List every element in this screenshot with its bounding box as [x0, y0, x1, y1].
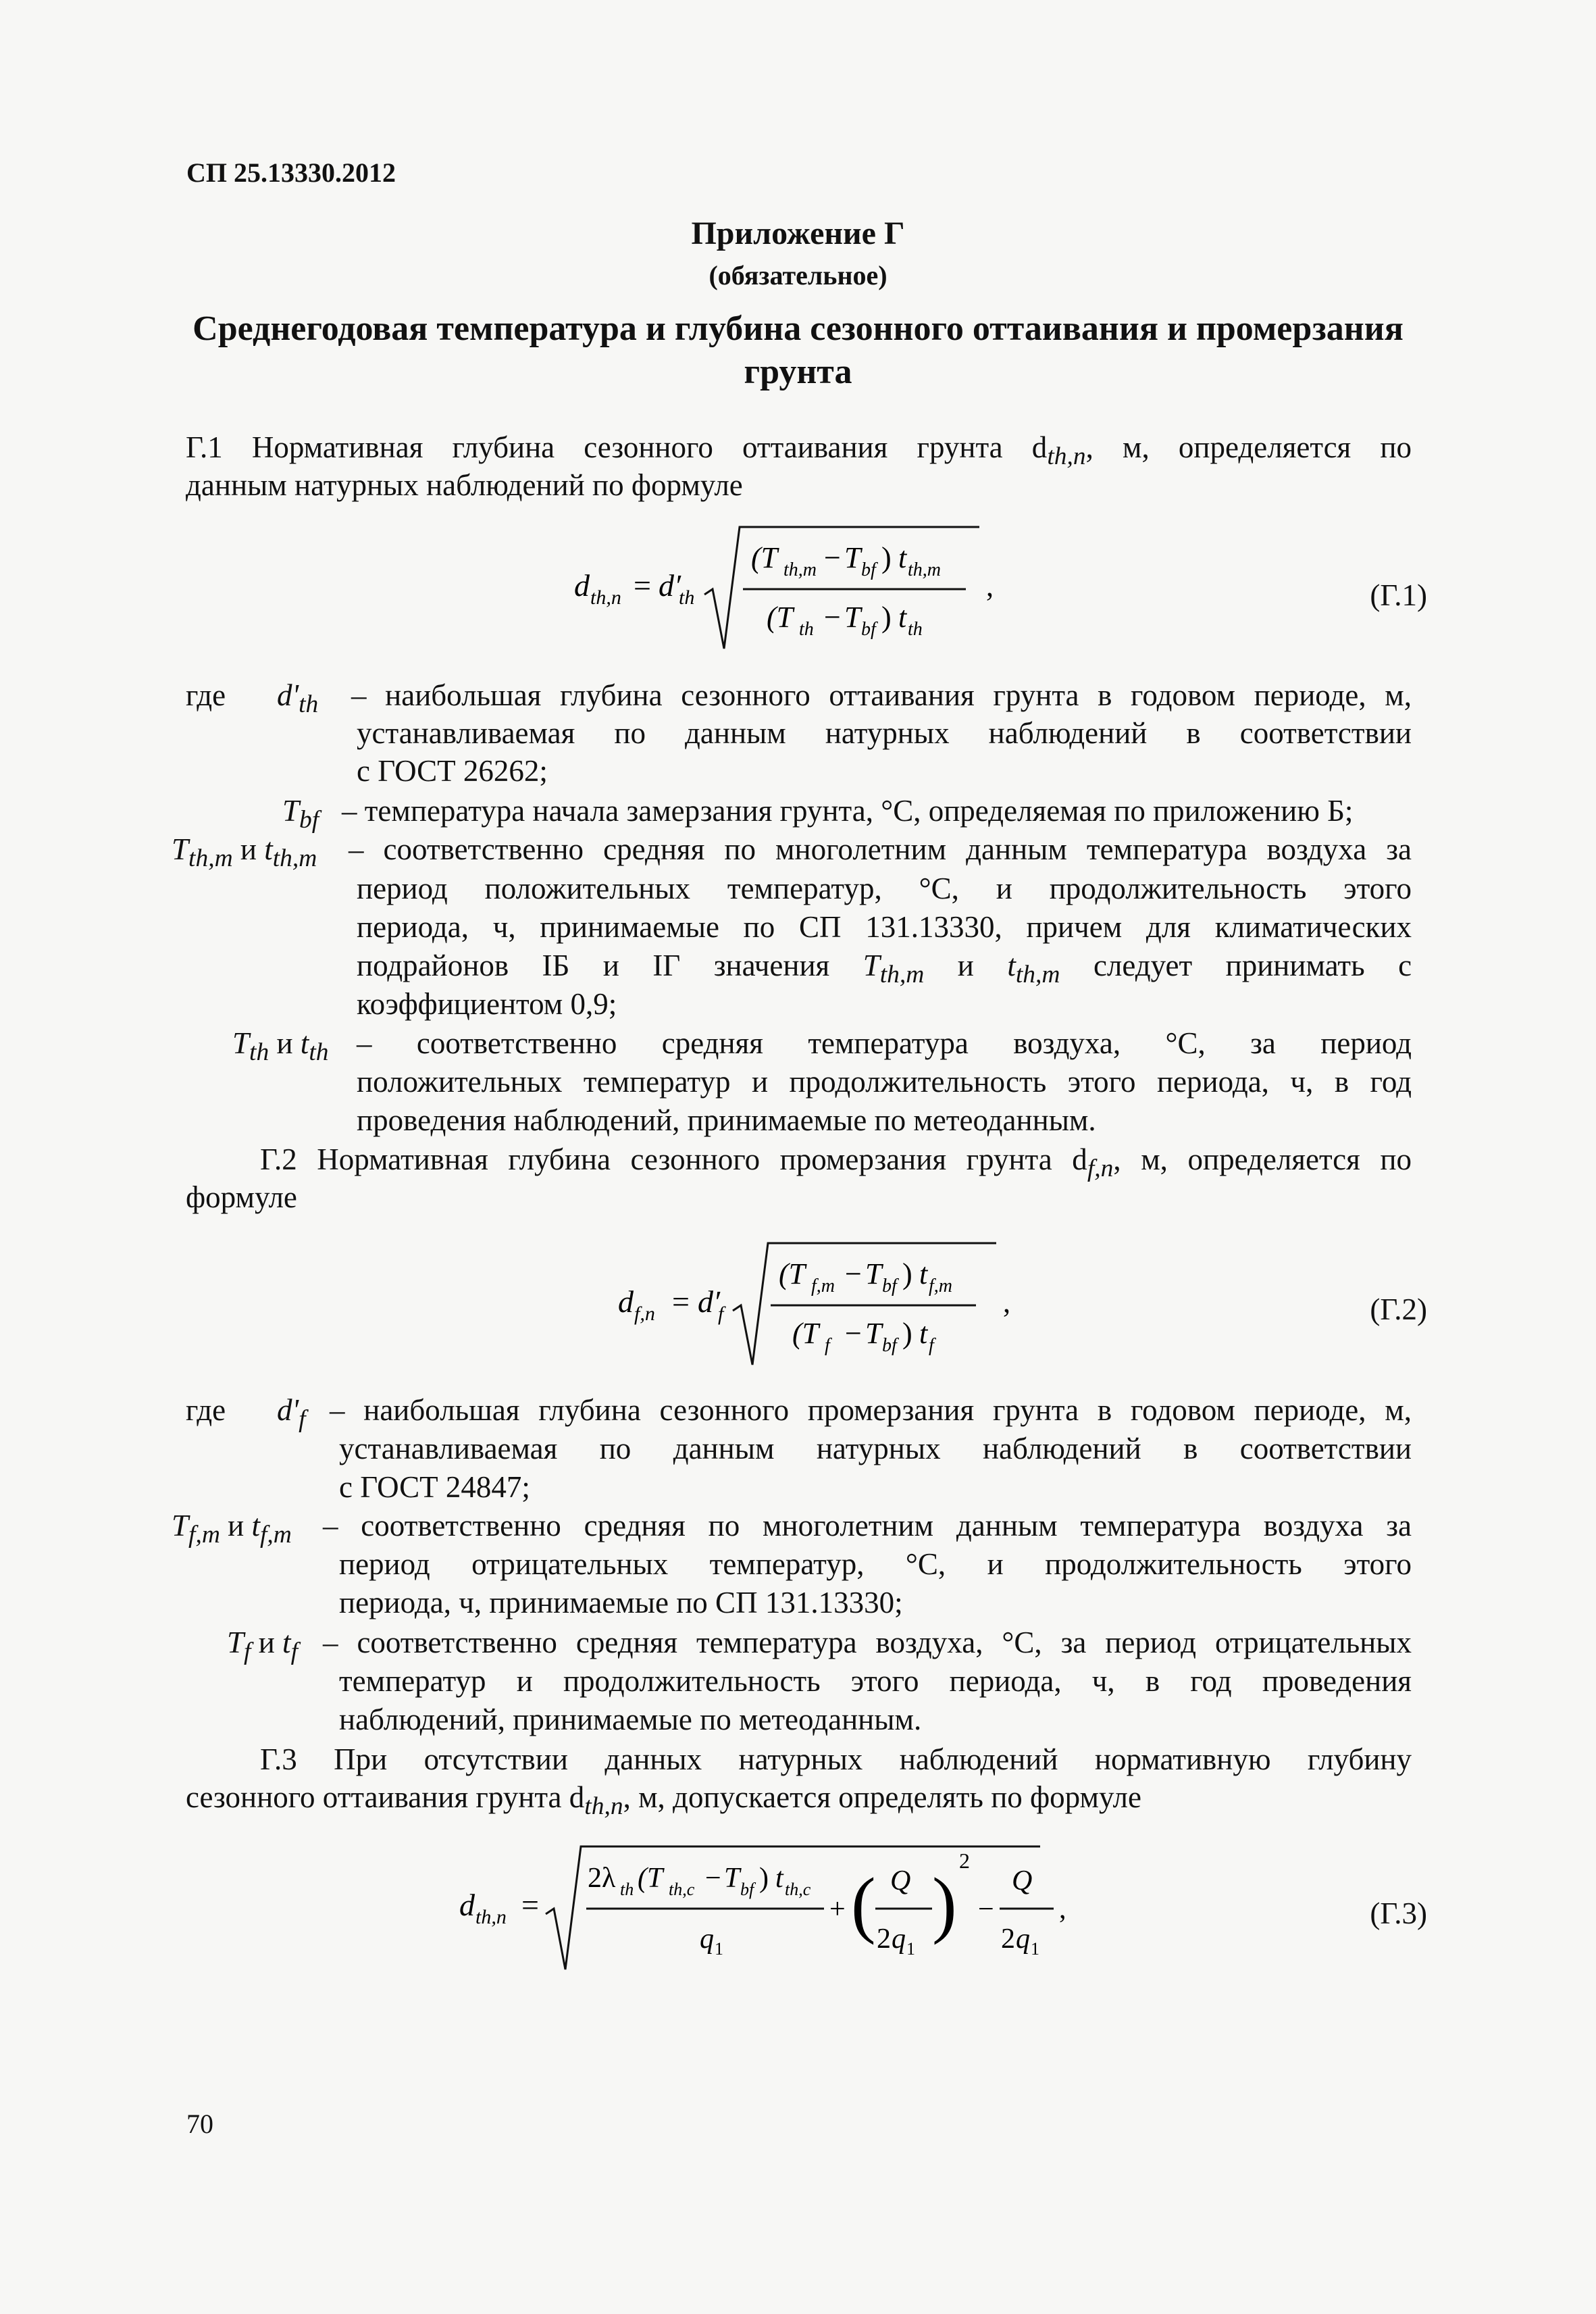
- svg-text:T: T: [844, 541, 861, 574]
- svg-text:2: 2: [959, 1848, 970, 1873]
- svg-text:q: q: [1016, 1923, 1030, 1955]
- svg-text:): ): [759, 1863, 769, 1894]
- svg-text:2: 2: [877, 1923, 891, 1955]
- svg-text:1: 1: [1031, 1939, 1039, 1959]
- svg-text:=: =: [634, 568, 651, 603]
- svg-text:f: f: [825, 1335, 830, 1356]
- svg-text:f,m: f,m: [811, 1276, 835, 1297]
- svg-text:(T: (T: [767, 601, 794, 634]
- g1-tthm-def2: период положительных температур, °С, и продолжительность этого: [357, 872, 1412, 905]
- svg-text:T: T: [844, 601, 861, 634]
- g1-tth-def3: проведения наблюдений, принимаемые по метеоданным.: [357, 1103, 1096, 1137]
- svg-text:bf: bf: [882, 1276, 897, 1297]
- svg-text:t: t: [898, 541, 907, 574]
- svg-text:f: f: [718, 1303, 724, 1325]
- section-title-line1: Среднегодовая температура и глубина сезонного оттаивания и промерзания: [192, 309, 1404, 348]
- svg-text:T: T: [724, 1863, 740, 1894]
- svg-text:d: d: [574, 568, 590, 603]
- g1-d-def1: – наибольшая глубина сезонного оттаивания грунта в годовом периоде, м,: [351, 678, 1412, 712]
- g1-d-def3: с ГОСТ 26262;: [357, 754, 548, 788]
- svg-text:(T: (T: [751, 541, 778, 574]
- g1-where: где: [186, 678, 226, 712]
- svg-text:f: f: [929, 1335, 934, 1356]
- svg-text:bf: bf: [861, 559, 876, 580]
- svg-text:−: −: [845, 1317, 862, 1350]
- g3-line1: Г.3 При отсутствии данных натурных наблюдений нормативную глубину: [260, 1742, 1412, 1776]
- svg-text:T: T: [865, 1257, 882, 1290]
- g1-tth-def1: – соответственно средняя температура воздуха, °С, за период: [357, 1026, 1412, 1060]
- appendix-subtitle: (обязательное): [709, 260, 887, 291]
- svg-text:d: d: [459, 1888, 475, 1922]
- formula-g1-number: (Г.1): [1370, 578, 1427, 612]
- svg-text:=: =: [672, 1284, 690, 1319]
- svg-text:th: th: [679, 586, 695, 609]
- g2-d-def1: – наибольшая глубина сезонного промерзания грунта в годовом периоде, м,: [330, 1393, 1412, 1427]
- svg-text:+: +: [829, 1894, 846, 1925]
- svg-text:f,m: f,m: [929, 1276, 952, 1297]
- svg-text:th,m: th,m: [783, 559, 817, 580]
- svg-text:1: 1: [906, 1939, 915, 1959]
- page-number: 70: [186, 2109, 213, 2139]
- svg-text:f,n: f,n: [634, 1303, 655, 1325]
- g1-tthm-symbols: $T_{th,m}$ и $t_{th,m}$: [172, 832, 317, 872]
- g2-tf-symbols: $T_f$ и $t_f$: [227, 1626, 298, 1665]
- g1-tth-def2: положительных температур и продолжительность этого периода, ч, в год: [357, 1065, 1412, 1099]
- svg-text:t: t: [919, 1317, 928, 1350]
- g2-tfm-def1: – соответственно средняя по многолетним данным температура воздуха за: [323, 1509, 1412, 1542]
- svg-text:−: −: [978, 1894, 994, 1925]
- svg-text:t: t: [898, 601, 907, 634]
- g1-tbf-def: – температура начала замерзания грунта, °С, определяемая по приложению Б;: [342, 794, 1354, 828]
- svg-text:th,n: th,n: [475, 1906, 507, 1928]
- svg-text:,: ,: [1003, 1286, 1010, 1319]
- g1-d-def2: устанавливаемая по данным натурных наблюдений в соответствии: [357, 716, 1412, 750]
- svg-text:t: t: [775, 1863, 783, 1894]
- svg-text:th,c: th,c: [669, 1880, 695, 1899]
- g2-tf-def3: наблюдений, принимаемые по метеоданным.: [339, 1703, 922, 1736]
- g1-tthm-def4: подрайонов IБ и IГ значения $T_{th,m}$ и $t_{th,m}$ следует принимать с: [357, 949, 1412, 988]
- svg-text:2: 2: [1001, 1923, 1015, 1955]
- g1-line1: Г.1 Нормативная глубина сезонного оттаивания грунта $d_{th,n}$, м, определяется по: [186, 430, 1412, 470]
- formula-g3-number: (Г.3): [1370, 1896, 1427, 1930]
- g1-tbf-symbol: $T_{bf}$: [282, 794, 319, 834]
- svg-text:1: 1: [715, 1939, 723, 1959]
- svg-text:bf: bf: [740, 1880, 754, 1899]
- formula-g2: [618, 1230, 1037, 1378]
- svg-text:(T: (T: [779, 1257, 806, 1290]
- g1-tthm-def1: – соответственно средняя по многолетним данным температура воздуха за: [349, 832, 1412, 866]
- section-title: [0, 307, 1596, 394]
- svg-text:th,n: th,n: [590, 586, 621, 609]
- g2-tfm-symbols: $T_{f,m}$ и $t_{f,m}$: [172, 1509, 292, 1549]
- svg-text:(T: (T: [792, 1317, 819, 1350]
- formula-g2-number: (Г.2): [1370, 1292, 1427, 1326]
- svg-text:t: t: [919, 1257, 928, 1290]
- section-title-line2: грунта: [744, 353, 852, 391]
- g3-line2: сезонного оттаивания грунта $d_{th,n}$, м, допускается определять по формуле: [186, 1780, 1141, 1820]
- svg-text:): ): [902, 1317, 912, 1350]
- g1-tthm-def3: периода, ч, принимаемые по СП 131.13330, причем для климатических: [357, 910, 1412, 944]
- svg-text:T: T: [865, 1317, 882, 1350]
- svg-text:q: q: [892, 1923, 906, 1955]
- svg-text:(T: (T: [638, 1863, 663, 1894]
- formula-g1: [574, 513, 1006, 662]
- svg-text:,: ,: [986, 570, 994, 603]
- svg-text:,: ,: [1059, 1894, 1066, 1925]
- g1-line2: данным натурных наблюдений по формуле: [186, 468, 743, 502]
- g2-d-def2: устанавливаемая по данным натурных наблюдений в соответствии: [339, 1432, 1412, 1465]
- svg-text:Q: Q: [890, 1865, 911, 1896]
- g1-d-symbol: $d'_{th}$: [277, 678, 319, 718]
- svg-text:=: =: [521, 1888, 539, 1922]
- svg-text:): ): [881, 601, 892, 634]
- svg-text:(: (: [851, 1863, 876, 1945]
- svg-text:Q: Q: [1012, 1865, 1033, 1896]
- svg-text:th,c: th,c: [785, 1880, 811, 1899]
- svg-text:): ): [881, 541, 892, 574]
- svg-text:th: th: [620, 1880, 634, 1899]
- svg-text:d′: d′: [698, 1284, 721, 1319]
- svg-text:2λ: 2λ: [588, 1863, 616, 1894]
- g2-d-symbol: $d'_f$: [277, 1393, 306, 1433]
- svg-text:−: −: [824, 601, 841, 634]
- g2-d-def3: с ГОСТ 24847;: [339, 1470, 530, 1504]
- svg-text:bf: bf: [861, 619, 876, 640]
- g2-tf-def1: – соответственно средняя температура воздуха, °С, за период отрицательных: [323, 1626, 1412, 1659]
- formula-g3: [459, 1834, 1108, 1983]
- svg-text:th: th: [799, 619, 814, 640]
- g2-tf-def2: температур и продолжительность этого периода, ч, в год проведения: [339, 1664, 1412, 1698]
- document-code: СП 25.13330.2012: [186, 157, 396, 188]
- svg-text:): ): [932, 1863, 957, 1945]
- g2-line2: формуле: [186, 1180, 297, 1214]
- svg-text:d: d: [618, 1284, 634, 1319]
- g1-tthm-def5: коэффициентом 0,9;: [357, 987, 617, 1021]
- svg-text:): ): [902, 1257, 912, 1290]
- svg-text:bf: bf: [882, 1335, 897, 1356]
- svg-text:−: −: [705, 1863, 721, 1894]
- svg-text:−: −: [845, 1257, 862, 1290]
- svg-text:th: th: [908, 619, 923, 640]
- appendix-title: Приложение Г: [691, 216, 905, 251]
- g2-tfm-def3: периода, ч, принимаемые по СП 131.13330;: [339, 1586, 903, 1619]
- svg-text:q: q: [700, 1923, 714, 1955]
- svg-text:th,m: th,m: [908, 559, 941, 580]
- g1-tth-symbols: $T_{th}$ и $t_{th}$: [232, 1026, 329, 1066]
- g2-where: где: [186, 1393, 226, 1427]
- g2-line1: Г.2 Нормативная глубина сезонного промерзания грунта $d_{f,n}$, м, определяется по: [260, 1142, 1412, 1182]
- svg-text:−: −: [824, 541, 841, 574]
- g2-tfm-def2: период отрицательных температур, °С, и продолжительность этого: [339, 1547, 1412, 1581]
- svg-text:d′: d′: [659, 568, 681, 603]
